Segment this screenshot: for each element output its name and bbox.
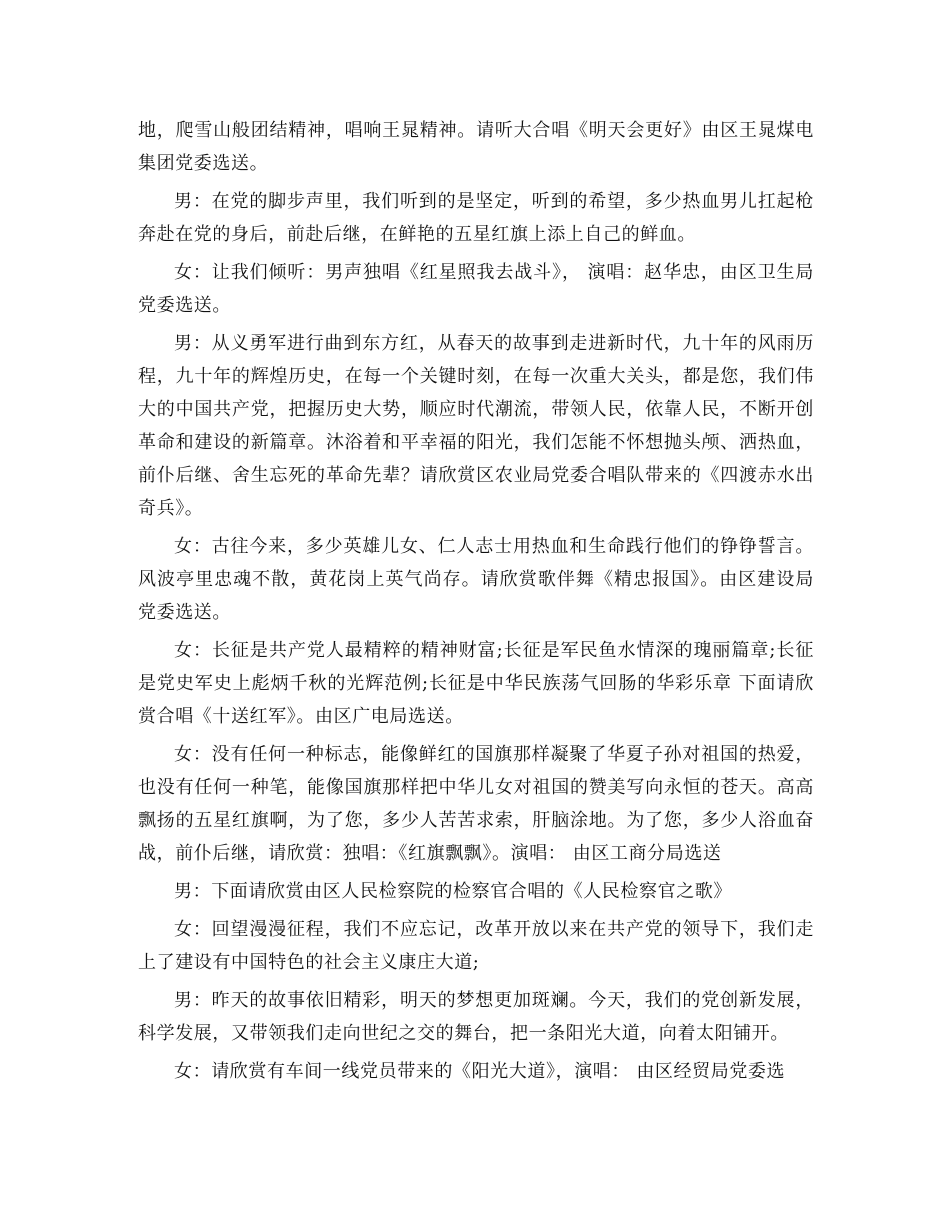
document-body — [138, 114, 814, 1093]
paragraph-9: 女：回望漫漫征程，我们不应忘记，改革开放以来在共产党的领导下，我们走上了建设有中国特色的社会主义康庄大道; — [138, 919, 814, 973]
paragraph-6: 女：长征是共产党人最精粹的精神财富;长征是军民鱼水情深的瑰丽篇章;长征是党史军史上彪炳千秋的光辉范例;长征是中华民族荡气回肠的华彩乐章 下面请欣赏合唱《十送红军》。由区广电局选送。 — [138, 640, 814, 727]
paragraph-11: 女：请欣赏有车间一线党员带来的《阳光大道》，演唱： 由区经贸局党委选 — [174, 1061, 786, 1082]
paragraph-3: 女：让我们倾听：男声独唱《红星照我去战斗》， 演唱：赵华忠，由区卫生局党委选送。 — [138, 262, 814, 316]
paragraph-1: 地，爬雪山般团结精神，唱响王晁精神。请听大合唱《明天会更好》由区王晁煤电集团党委选送。 — [138, 120, 814, 174]
paragraph-8: 男：下面请欣赏由区人民检察院的检察官合唱的《人民检察官之歌》 — [174, 881, 732, 902]
paragraph-7: 女：没有任何一种标志，能像鲜红的国旗那样凝聚了华夏子孙对祖国的热爱，也没有任何一种笔，能像国旗那样把中华儿女对祖国的赞美写向永恒的苍天。高高飘扬的五星红旗啊，为了您，多少人苦苦求索，肝脑涂地。为了您，多少人浴血奋战，前仆后继，请欣赏：独唱：《红旗飘飘》。演唱： 由区工商分局选送 — [138, 744, 814, 864]
paragraph-5: 女：古往今来，多少英雄儿女、仁人志士用热血和生命践行他们的铮铮誓言。风波亭里忠魂不散，黄花岗上英气尚存。请欣赏歌伴舞《精忠报国》。由区建设局党委选送。 — [138, 536, 814, 623]
paragraph-10: 男：昨天的故事依旧精彩，明天的梦想更加斑斓。今天，我们的党创新发展，科学发展，又带领我们走向世纪之交的舞台，把一条阳光大道，向着太阳铺开。 — [138, 990, 814, 1044]
paragraph-2: 男：在党的脚步声里，我们听到的是坚定，听到的希望，多少热血男儿扛起枪奔赴在党的身后，前赴后继，在鲜艳的五星红旗上添上自己的鲜血。 — [138, 191, 814, 245]
paragraph-4: 男：从义勇军进行曲到东方红，从春天的故事到走进新时代，九十年的风雨历程，九十年的辉煌历史，在每一个关键时刻，在每一次重大关头，都是您，我们伟大的中国共产党，把握历史大势，顺应时代潮流，带领人民，依靠人民，不断开创革命和建设的新篇章。沐浴着和平幸福的阳光，我们怎能不怀想抛头颅、洒热血，前仆后继、舍生忘死的革命先辈？请欣赏区农业局党委合唱队带来的《四渡赤水出奇兵》。 — [138, 333, 814, 519]
